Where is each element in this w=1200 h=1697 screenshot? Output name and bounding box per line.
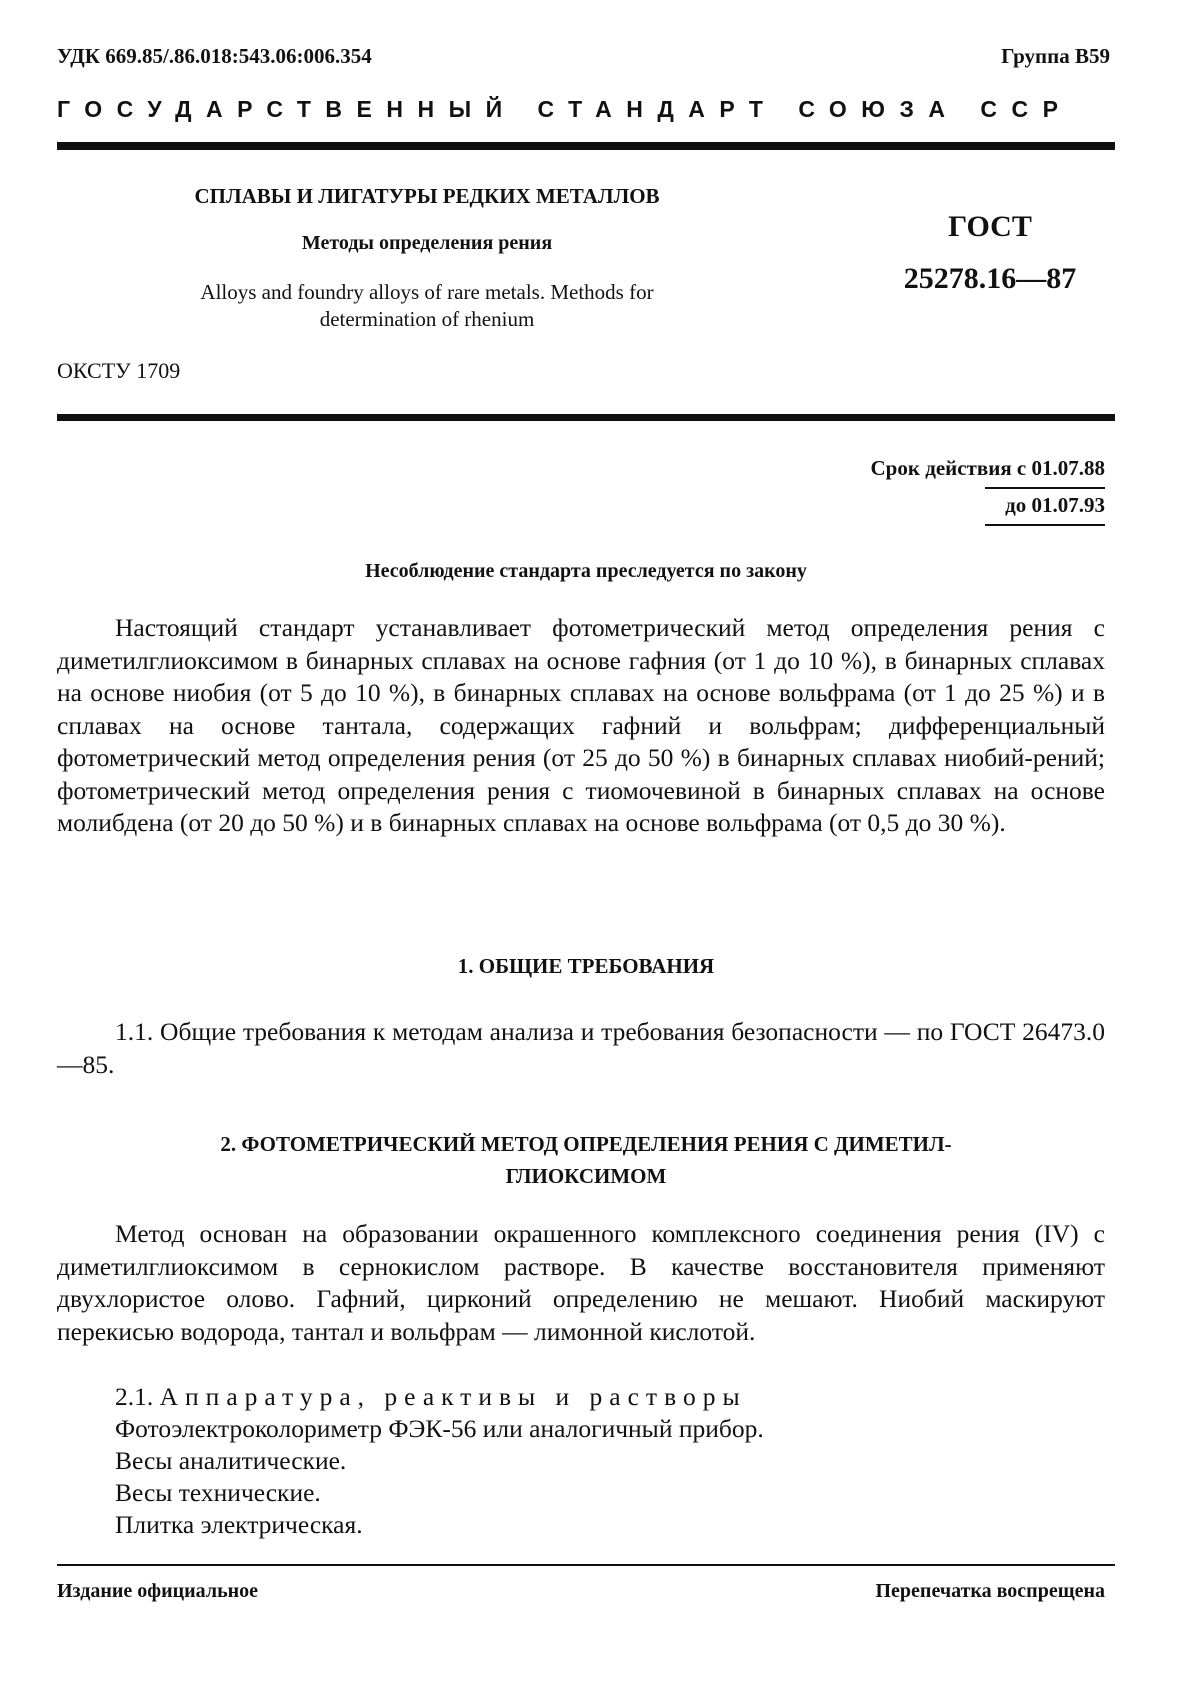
intro-text: Настоящий стандарт устанавливает фотометрический метод определения рения с диметилглиоксимом в бинарных сплавах на основе гафния (от 1 до 10 %), в бинарных сплавах на основе ниобия (от 5 до 10 %), в бинарных сплавах на основе вольфрама (от 1 до 25 %) и в сплавах на основе тантала, содержащих гафний и вольфрам; дифференциальный фотометрический метод определения рения (от 25 до 50 %) в бинарных сплавах ниобий-рений; фотометрический метод определения рения с тиомочевиной в бинарных сплавах на основе молибдена (от 20 до 50 %) и в бинарных сплавах на основе вольфрама (от 0,5 до 30 %). — [57, 613, 1105, 837]
section2-paragraph — [57, 1218, 1105, 1348]
validity-to-underline — [985, 524, 1105, 526]
equipment-item: Фотоэлектроколориметр ФЭК-56 или аналогичный прибор. — [115, 1414, 764, 1443]
validity-to: до 01.07.93 — [1005, 493, 1105, 517]
section2-heading-line1: 2. ФОТОМЕТРИЧЕСКИЙ МЕТОД ОПРЕДЕЛЕНИЯ РЕНИЯ С ДИМЕТИЛ- — [220, 1132, 952, 1156]
footer-divider — [57, 1564, 1115, 1566]
subsection-2-1 — [115, 1382, 747, 1412]
subsection-number: 2.1. — [115, 1382, 154, 1411]
section2-text: Метод основан на образовании окрашенного комплексного соединения рения (IV) с диметилглиоксимом в сернокислом растворе. В качестве восстановителя применяют двухлористое олово. Гафний, цирконий определению не мешают. Ниобий маскируют перекисью водорода, тантал и вольфрам — лимонной кислотой. — [57, 1219, 1105, 1346]
header-divider — [57, 142, 1115, 150]
gost-label: ГОСТ — [948, 210, 1032, 243]
okstu-code: ОКСТУ 1709 — [57, 358, 181, 383]
document-subtitle: Методы определения рения — [301, 232, 553, 254]
document-title: СПЛАВЫ И ЛИГАТУРЫ РЕДКИХ МЕТАЛЛОВ — [194, 184, 660, 208]
english-title-line2: determination of rhenium — [319, 307, 535, 331]
state-standard-banner: ГОСУДАРСТВЕННЫЙ СТАНДАРТ СОЮЗА ССР — [57, 96, 1073, 122]
intro-paragraph — [57, 612, 1105, 840]
section1-text: 1.1. Общие требования к методам анализа и требования безопасности — по ГОСТ 26473.0—85. — [57, 1017, 1105, 1079]
legal-notice: Несоблюдение стандарта преследуется по закону — [365, 560, 807, 582]
validity-from-underline — [985, 487, 1105, 489]
title-divider — [57, 414, 1115, 421]
section1-heading: 1. ОБЩИЕ ТРЕБОВАНИЯ — [457, 954, 715, 978]
footer-official-edition: Издание официальное — [57, 1580, 259, 1602]
subsection-title: Аппаратура, реактивы и растворы — [159, 1382, 747, 1411]
validity-from: Срок действия с 01.07.88 — [870, 456, 1105, 480]
equipment-item: Весы технические. — [115, 1478, 321, 1507]
gost-number: 25278.16—87 — [903, 262, 1077, 295]
section1-paragraph — [57, 1016, 1105, 1081]
section2-heading-line2: ГЛИОКСИМОМ — [505, 1164, 667, 1188]
equipment-item: Весы аналитические. — [115, 1446, 347, 1475]
english-title-line1: Alloys and foundry alloys of rare metals. Methods for — [200, 280, 654, 304]
footer-reprint-prohibited: Перепечатка воспрещена — [875, 1580, 1105, 1602]
equipment-item: Плитка электрическая. — [115, 1510, 363, 1539]
group-code: Группа В59 — [1001, 44, 1110, 68]
udc-code: УДК 669.85/.86.018:543.06:006.354 — [57, 44, 372, 68]
